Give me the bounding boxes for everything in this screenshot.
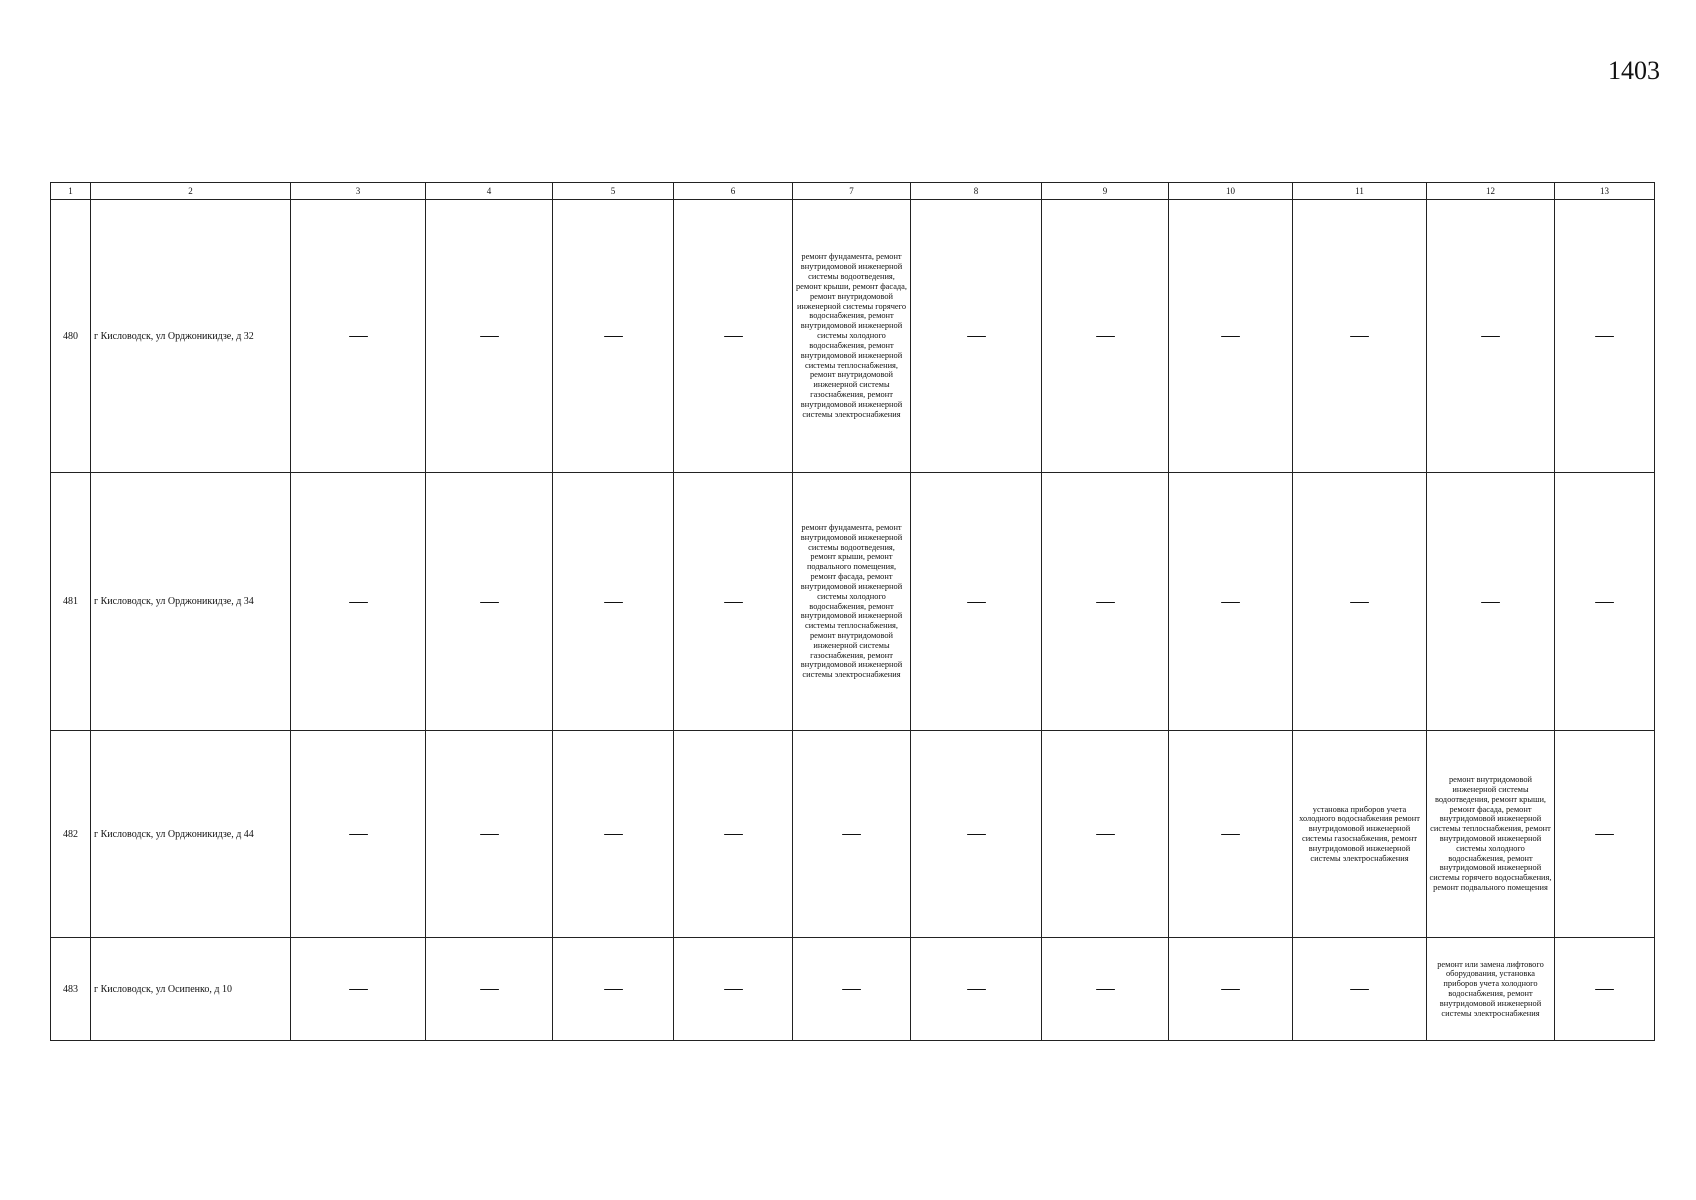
dash: — <box>1220 982 1241 997</box>
column-header-13: 13 <box>1555 183 1655 200</box>
empty-cell <box>291 200 426 473</box>
column-header-9: 9 <box>1042 183 1169 200</box>
empty-cell <box>1169 200 1293 473</box>
empty-cell <box>426 200 553 473</box>
dash: — <box>722 594 744 610</box>
table-row <box>51 473 1655 731</box>
dash: — <box>1094 594 1116 610</box>
dash: — <box>478 827 500 842</box>
dash: — <box>841 827 862 842</box>
dash: — <box>1094 982 1116 997</box>
dash: — <box>1594 827 1615 842</box>
empty-cell <box>553 200 674 473</box>
empty-cell <box>1169 473 1293 731</box>
address-cell: г Кисловодск, ул Орджоникидзе, д 32 <box>91 200 291 473</box>
row-number: 481 <box>51 473 91 731</box>
work-list-cell: ремонт фундамента, ремонт внутридомовой инженерной системы водоотведения, ремонт крыши, ремонт фасада, ремонт внутридомовой инженерной системы горячего водоснабжения, ремонт внутридомовой инженерной системы холодного водоснабжения, ремонт внутридомовой инженерной системы теплоснабжения, ремонт внутридомовой инженерной системы газоснабжения, ремонт внутридомовой инженерной системы электроснабжения <box>793 200 911 473</box>
column-header-8: 8 <box>911 183 1042 200</box>
dash: — <box>1480 329 1501 344</box>
empty-cell <box>426 473 553 731</box>
column-header-1: 1 <box>51 183 91 200</box>
dash: — <box>965 329 987 344</box>
dash: — <box>347 827 369 842</box>
dash: — <box>841 982 862 997</box>
row-number: 482 <box>51 731 91 938</box>
empty-cell <box>911 938 1042 1041</box>
empty-cell <box>793 938 911 1041</box>
dash: — <box>1094 827 1116 842</box>
row-number: 480 <box>51 200 91 473</box>
empty-cell <box>1427 200 1555 473</box>
dash: — <box>1349 982 1370 997</box>
dash: — <box>1594 329 1615 344</box>
table-row <box>51 731 1655 938</box>
dash: — <box>1349 594 1370 610</box>
empty-cell <box>291 473 426 731</box>
address-cell: г Кисловодск, ул Осипенко, д 10 <box>91 938 291 1041</box>
empty-cell <box>1555 731 1655 938</box>
header-row <box>51 183 1655 200</box>
empty-cell <box>1293 473 1427 731</box>
work-list-cell: установка приборов учета холодного водоснабжения ремонт внутридомовой инженерной системы газоснабжения, ремонт внутридомовой инженерной системы электроснабжения <box>1293 731 1427 938</box>
dash: — <box>602 982 624 997</box>
empty-cell <box>1042 731 1169 938</box>
dash: — <box>1220 594 1241 610</box>
empty-cell <box>426 938 553 1041</box>
table-row <box>51 200 1655 473</box>
dash: — <box>965 827 987 842</box>
empty-cell <box>1293 938 1427 1041</box>
table-row <box>51 938 1655 1041</box>
empty-cell <box>291 731 426 938</box>
empty-cell <box>793 731 911 938</box>
work-list-cell: ремонт фундамента, ремонт внутридомовой инженерной системы водоотведения, ремонт крыши, ремонт подвального помещения, ремонт фасада, ремонт внутридомовой инженерной системы холодного водоснабжения, ремонт внутридомовой инженерной системы теплоснабжения, ремонт внутридомовой инженерной системы газоснабжения, ремонт внутридомовой инженерной системы электроснабжения <box>793 473 911 731</box>
empty-cell <box>553 938 674 1041</box>
address-cell: г Кисловодск, ул Орджоникидзе, д 34 <box>91 473 291 731</box>
column-header-3: 3 <box>291 183 426 200</box>
column-header-6: 6 <box>674 183 793 200</box>
empty-cell <box>674 473 793 731</box>
dash: — <box>602 594 624 610</box>
dash: — <box>478 329 500 344</box>
empty-cell <box>426 731 553 938</box>
empty-cell <box>1293 200 1427 473</box>
dash: — <box>1094 329 1116 344</box>
empty-cell <box>1169 731 1293 938</box>
dash: — <box>1594 594 1615 610</box>
dash: — <box>478 982 500 997</box>
register-table <box>50 182 1655 1041</box>
dash: — <box>602 827 624 842</box>
empty-cell <box>1042 200 1169 473</box>
empty-cell <box>1042 473 1169 731</box>
empty-cell <box>674 731 793 938</box>
page-number: 1403 <box>1608 56 1660 85</box>
empty-cell <box>1555 938 1655 1041</box>
dash: — <box>965 982 987 997</box>
column-header-10: 10 <box>1169 183 1293 200</box>
empty-cell <box>291 938 426 1041</box>
dash: — <box>722 982 744 997</box>
dash: — <box>1594 982 1615 997</box>
dash: — <box>347 329 369 344</box>
column-header-4: 4 <box>426 183 553 200</box>
column-header-5: 5 <box>553 183 674 200</box>
empty-cell <box>1555 473 1655 731</box>
dash: — <box>722 827 744 842</box>
address-cell: г Кисловодск, ул Орджоникидзе, д 44 <box>91 731 291 938</box>
dash: — <box>1220 827 1241 842</box>
column-header-12: 12 <box>1427 183 1555 200</box>
empty-cell <box>1427 473 1555 731</box>
dash: — <box>347 982 369 997</box>
dash: — <box>1349 329 1370 344</box>
work-list-cell: ремонт внутридомовой инженерной системы водоотведения, ремонт крыши, ремонт фасада, ремонт внутридомовой инженерной системы теплоснабжения, ремонт внутридомовой инженерной системы холодного водоснабжения, ремонт внутридомовой инженерной системы горячего водоснабжения, ремонт подвального помещения <box>1427 731 1555 938</box>
row-number: 483 <box>51 938 91 1041</box>
empty-cell <box>1042 938 1169 1041</box>
column-header-2: 2 <box>91 183 291 200</box>
empty-cell <box>911 473 1042 731</box>
empty-cell <box>674 938 793 1041</box>
dash: — <box>347 594 369 610</box>
empty-cell <box>1555 200 1655 473</box>
work-list-cell: ремонт или замена лифтового оборудования, установка приборов учета холодного водоснабжения, ремонт внутридомовой инженерной системы электроснабжения <box>1427 938 1555 1041</box>
dash: — <box>1480 594 1501 610</box>
column-header-7: 7 <box>793 183 911 200</box>
empty-cell <box>1169 938 1293 1041</box>
empty-cell <box>911 731 1042 938</box>
dash: — <box>602 329 624 344</box>
dash: — <box>1220 329 1241 344</box>
column-header-11: 11 <box>1293 183 1427 200</box>
dash: — <box>965 594 987 610</box>
empty-cell <box>911 200 1042 473</box>
empty-cell <box>553 473 674 731</box>
empty-cell <box>674 200 793 473</box>
dash: — <box>722 329 744 344</box>
dash: — <box>478 594 500 610</box>
empty-cell <box>553 731 674 938</box>
